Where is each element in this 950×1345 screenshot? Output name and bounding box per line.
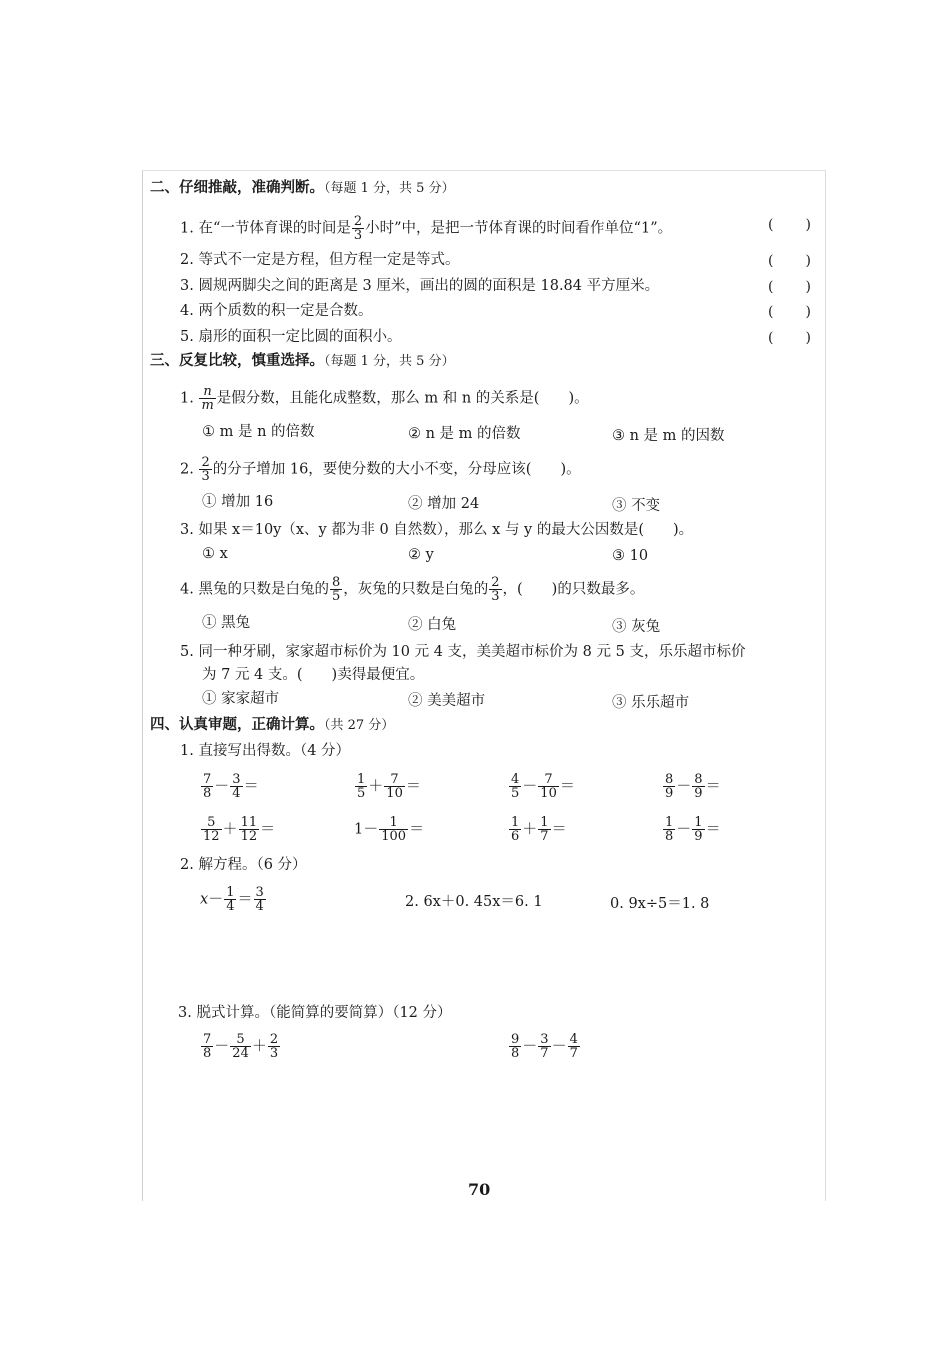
option[interactable]: ② 美美超市 bbox=[408, 693, 486, 709]
option[interactable]: ① 增加 16 bbox=[202, 494, 274, 510]
sec4-part2-title: 2. 解方程。（6 分） bbox=[180, 857, 307, 873]
fraction: $\frac{8}{5}$ bbox=[331, 575, 341, 604]
sec3-q4: 4. 黑兔的只数是白兔的 $\frac{8}{5}$ ，灰兔的只数是白兔的 $\frac{2}{3}$ ，( )的只数最多。 bbox=[180, 575, 645, 604]
calc-item: $\frac{5}{12}$ ＋ $\frac{11}{12}$ ＝ bbox=[203, 815, 276, 844]
section4-title: 四、认真审题，正确计算。（共 27 分） bbox=[150, 716, 395, 733]
option[interactable]: ① 家家超市 bbox=[202, 691, 280, 707]
section2-title: 二、仔细推敲，准确判断。（每题 1 分，共 5 分） bbox=[150, 179, 455, 196]
calc-item: $\frac{1}{8}$ － $\frac{1}{9}$ ＝ bbox=[665, 815, 721, 844]
calc-item: $\frac{1}{5}$ ＋ $\frac{7}{10}$ ＝ bbox=[357, 772, 421, 801]
answer-paren[interactable]: ( ) bbox=[768, 217, 811, 233]
option[interactable]: ② 白兔 bbox=[408, 617, 457, 633]
option[interactable]: ① x bbox=[202, 546, 228, 562]
equation-3: 0. 9x÷5＝1. 8 bbox=[610, 896, 710, 912]
answer-paren[interactable]: ( ) bbox=[768, 253, 811, 269]
sec2-q3: 3. 圆规两脚尖之间的距离是 3 厘米，画出的圆的面积是 18.84 平方厘米。 bbox=[180, 278, 660, 294]
answer-paren[interactable]: ( ) bbox=[768, 304, 811, 320]
option[interactable]: ② n 是 m 的倍数 bbox=[408, 426, 521, 442]
section3-title: 三、反复比较，慎重选择。（每题 1 分，共 5 分） bbox=[150, 352, 455, 369]
page-number: 70 bbox=[468, 1180, 491, 1199]
sec4-part1-title: 1. 直接写出得数。（4 分） bbox=[180, 743, 351, 759]
sec3-q5-line1: 5. 同一种牙刷，家家超市标价为 10 元 4 支，美美超市标价为 8 元 5 支，乐乐超市标价 bbox=[180, 644, 746, 660]
fraction: $\frac{2}{3}$ bbox=[491, 575, 500, 604]
equation-2: 2. 6x＋0. 45x＝6. 1 bbox=[405, 894, 543, 910]
sec3-q5-line2: 为 7 元 4 支。( )卖得最便宜。 bbox=[202, 667, 425, 683]
sec2-q5: 5. 扇形的面积一定比圆的面积小。 bbox=[180, 329, 402, 345]
calc-item: $\frac{7}{8}$ － $\frac{3}{4}$ ＝ bbox=[203, 772, 259, 801]
option[interactable]: ③ 灰兔 bbox=[612, 619, 661, 635]
option[interactable]: ② 增加 24 bbox=[408, 496, 480, 512]
option[interactable]: ① 黑兔 bbox=[202, 615, 251, 631]
calc-item: $\frac{8}{9}$ － $\frac{8}{9}$ ＝ bbox=[665, 772, 721, 801]
calc-item: $\frac{4}{5}$ － $\frac{7}{10}$ ＝ bbox=[511, 772, 575, 801]
sec4-part3-title: 3. 脱式计算。（能简算的要简算）（12 分） bbox=[178, 1005, 452, 1021]
option[interactable]: ② y bbox=[408, 547, 434, 563]
fraction: $\frac{2}{3}$ bbox=[201, 455, 210, 484]
option[interactable]: ③ n 是 m 的因数 bbox=[612, 428, 725, 444]
sec3-q1: 1. $\frac{n}{m}$ 是假分数，且能化成整数，那么 m 和 n 的关系是( )。 bbox=[180, 384, 589, 413]
fraction: $\frac{2}{3}$ bbox=[353, 214, 363, 243]
option[interactable]: ③ 10 bbox=[612, 548, 649, 564]
option[interactable]: ① m 是 n 的倍数 bbox=[202, 424, 315, 440]
sec2-q1: 1. 在“一节体育课的时间是 $\frac{2}{3}$ 小时”中，是把一节体育课的时间看作单位“1”。 bbox=[180, 214, 673, 243]
fraction: $\frac{n}{m}$ bbox=[201, 384, 214, 413]
equation-1: x－ $\frac{1}{4}$ ＝ $\frac{3}{4}$ bbox=[200, 885, 264, 914]
option[interactable]: ③ 不变 bbox=[612, 498, 661, 514]
option[interactable]: ③ 乐乐超市 bbox=[612, 695, 690, 711]
answer-paren[interactable]: ( ) bbox=[768, 330, 811, 346]
answer-paren[interactable]: ( ) bbox=[768, 279, 811, 295]
calc-item: 1－ $\frac{1}{100}$ ＝ bbox=[354, 815, 425, 844]
calc-item: $\frac{1}{6}$ ＋ $\frac{1}{7}$ ＝ bbox=[511, 815, 567, 844]
sec2-q2: 2. 等式不一定是方程，但方程一定是等式。 bbox=[180, 252, 460, 268]
sec3-q2: 2. $\frac{2}{3}$ 的分子增加 16，要使分数的大小不变，分母应该( )。 bbox=[180, 455, 581, 484]
sec2-q4: 4. 两个质数的积一定是合数。 bbox=[180, 303, 373, 319]
step-calc-1: $\frac{7}{8}$ － $\frac{5}{24}$ ＋ $\frac{2}{3}$ bbox=[203, 1032, 279, 1061]
step-calc-2: $\frac{9}{8}$ － $\frac{3}{7}$ － $\frac{4}{7}$ bbox=[511, 1032, 578, 1061]
sec3-q3: 3. 如果 x＝10y（x、y 都为非 0 自然数），那么 x 与 y 的最大公因数是( )。 bbox=[180, 522, 694, 538]
